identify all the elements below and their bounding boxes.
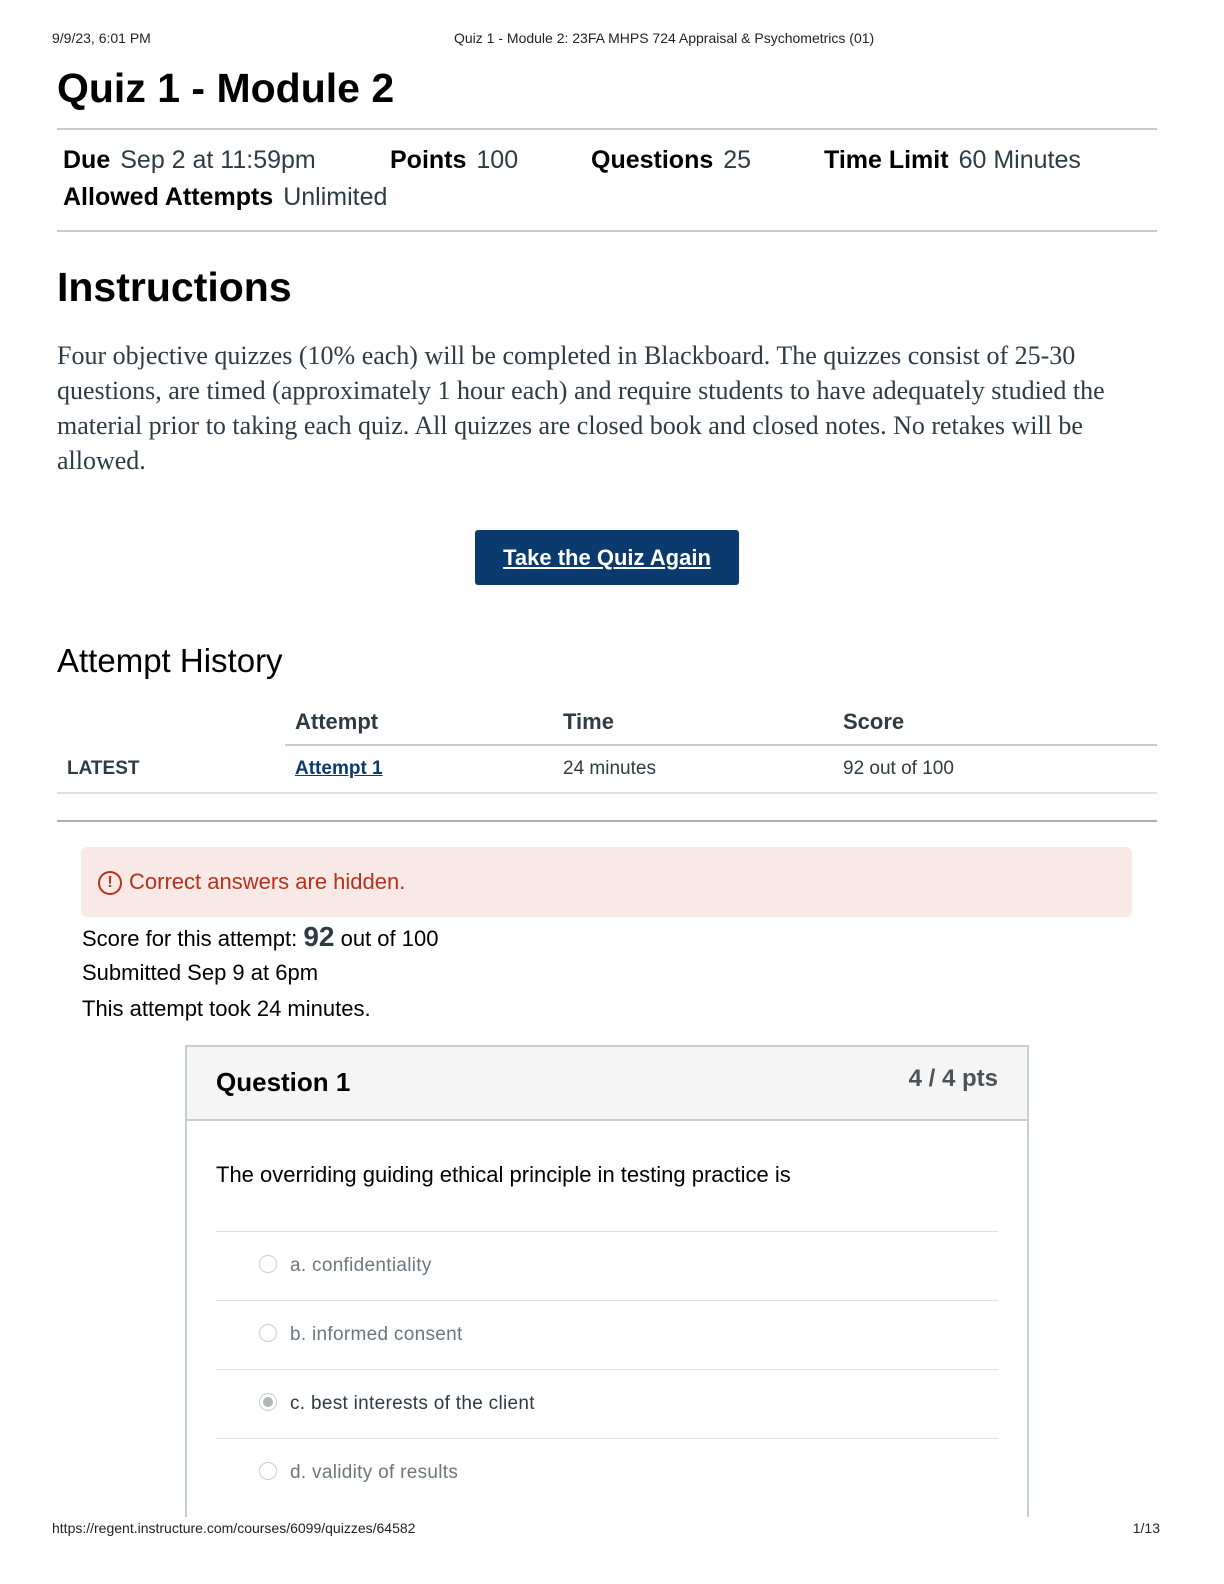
radio-selected-icon[interactable] xyxy=(259,1393,277,1411)
exclamation-circle-icon: ! xyxy=(98,871,122,895)
score-cell: 92 out of 100 xyxy=(833,745,1157,793)
due-value: Sep 2 at 11:59pm xyxy=(120,146,316,174)
answer-option[interactable] xyxy=(216,1438,998,1507)
due-item xyxy=(63,146,316,175)
take-quiz-again-button[interactable]: Take the Quiz Again xyxy=(475,530,739,585)
quiz-page xyxy=(57,62,1157,1483)
answer-option-selected[interactable] xyxy=(216,1369,998,1438)
column-header-time: Time xyxy=(553,700,833,745)
correct-answers-hidden-alert xyxy=(81,847,1132,917)
allowed-attempts-value: Unlimited xyxy=(283,183,388,211)
question-header xyxy=(187,1047,1027,1121)
attempt-summary xyxy=(82,919,438,1027)
answer-list xyxy=(216,1231,998,1507)
radio-icon[interactable] xyxy=(259,1462,277,1480)
print-url: https://regent.instructure.com/courses/6099/quizzes/64582 xyxy=(52,1520,416,1536)
attempt-cell xyxy=(285,745,553,793)
score-line xyxy=(82,919,438,955)
table-row xyxy=(57,745,1157,793)
score-suffix: out of 100 xyxy=(334,926,439,951)
answer-text: b. informed consent xyxy=(290,1324,463,1345)
questions-label: Questions xyxy=(591,146,714,174)
answer-text: c. best interests of the client xyxy=(290,1393,535,1414)
score-prefix: Score for this attempt: xyxy=(82,926,304,951)
questions-value: 25 xyxy=(723,146,752,174)
attempt-link[interactable]: Attempt 1 xyxy=(295,758,383,779)
answer-text: a. confidentiality xyxy=(290,1255,432,1276)
alert-text: Correct answers are hidden. xyxy=(129,869,406,894)
attempt-history-heading: Attempt History xyxy=(57,642,283,679)
allowed-attempts-label: Allowed Attempts xyxy=(63,183,274,211)
answer-option[interactable] xyxy=(216,1231,998,1300)
radio-icon[interactable] xyxy=(259,1324,277,1342)
instructions-body: Four objective quizzes (10% each) will be completed in Blackboard. The quizzes consist of 25-30 questions, are timed (approximately 1 hour each) and require students to have adequately studied the material prior to taking each quiz. All quizzes are closed book and closed notes. No retakes will be allowed. xyxy=(57,341,1105,475)
question-title: Question 1 xyxy=(216,1067,351,1097)
print-footer xyxy=(52,1520,1160,1540)
submitted-line: Submitted Sep 9 at 6pm xyxy=(82,960,319,985)
points-label: Points xyxy=(390,146,467,174)
question-card xyxy=(185,1045,1029,1517)
time-limit-item xyxy=(824,146,1081,175)
print-page-title: Quiz 1 - Module 2: 23FA MHPS 724 Appraisal & Psychometrics (01) xyxy=(454,30,875,46)
attempt-history-table xyxy=(57,700,1157,794)
time-cell: 24 minutes xyxy=(553,745,833,793)
due-label: Due xyxy=(63,146,111,174)
print-header xyxy=(52,30,1160,50)
question-text: The overriding guiding ethical principle in testing practice is xyxy=(216,1162,791,1187)
print-page-number: 1/13 xyxy=(1132,1520,1160,1536)
answer-text: d. validity of results xyxy=(290,1462,459,1483)
column-header-attempt: Attempt xyxy=(285,700,553,745)
questions-item xyxy=(591,146,751,175)
column-header-score: Score xyxy=(833,700,1157,745)
score-value: 92 xyxy=(303,921,335,952)
table-header-row xyxy=(57,700,1157,745)
duration-line: This attempt took 24 minutes. xyxy=(82,996,371,1021)
latest-label: LATEST xyxy=(57,745,285,793)
radio-icon[interactable] xyxy=(259,1255,277,1273)
print-datetime: 9/9/23, 6:01 PM xyxy=(52,30,151,46)
answer-option[interactable] xyxy=(216,1300,998,1369)
quiz-title: Quiz 1 - Module 2 xyxy=(57,65,395,111)
instructions-heading: Instructions xyxy=(57,264,292,310)
time-limit-value: 60 Minutes xyxy=(958,146,1081,174)
divider xyxy=(57,820,1157,822)
points-value: 100 xyxy=(476,146,519,174)
time-limit-label: Time Limit xyxy=(824,146,949,174)
allowed-attempts-item xyxy=(63,183,387,212)
question-points: 4 / 4 pts xyxy=(908,1065,998,1092)
column-header-label xyxy=(57,700,285,745)
points-item xyxy=(390,146,518,175)
quiz-details xyxy=(57,130,1157,230)
